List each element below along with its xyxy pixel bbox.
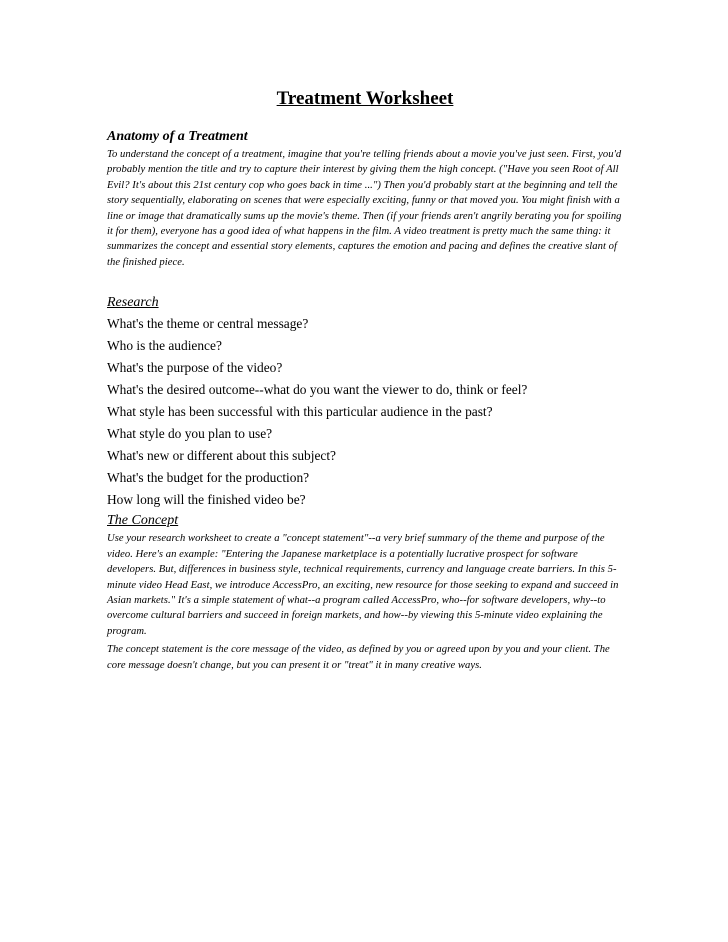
document-title: Treatment Worksheet [276, 88, 454, 109]
concept-heading: The Concept [107, 513, 179, 529]
research-question: How long will the finished video be? [107, 491, 306, 507]
research-section [107, 294, 623, 510]
research-question: Who is the audience? [107, 338, 222, 354]
research-question: What's the purpose of the video? [107, 360, 283, 376]
research-questions-list [107, 313, 623, 510]
concept-section [107, 512, 623, 673]
anatomy-body: To understand the concept of a treatment, imagine that you're telling friends about a movie you've just seen. First, you'd probably mention the title and try to capture their interest by giving them the high concept. ("Have you seen Root of All Evil? It's about this 21st century cop who goes back in time ...") Then you'd probably start at the beginning and tell the story sequentially, elaborating on scenes that were especially exciting, funny or that moved you. You might finish with a line or image that dramatically sums up the movie's theme. Then (if your friends aren't angrily berating you for spoiling it for them), everyone has a good idea of what happens in the film. A video treatment is pretty much the same thing: it summarizes the concept and essential story elements, captures the emotion and pacing and defines the creative slant of the finished piece. [107, 149, 622, 268]
research-question: What's the theme or central message? [107, 316, 309, 332]
anatomy-section [107, 128, 623, 270]
research-question: What's the budget for the production? [107, 469, 310, 485]
research-question: What style has been successful with this particular audience in the past? [107, 403, 493, 419]
research-question: What style do you plan to use? [107, 425, 273, 441]
research-heading: Research [107, 295, 159, 311]
document-page [107, 88, 623, 673]
concept-paragraph-1: Use your research worksheet to create a "concept statement"--a very brief summary of the theme and purpose of the video. Here's an example: "Entering the Japanese marketplace is a potentially lucrative prospect for software developers. But, differences in business style, technical requirements, currency and language create barriers. In this 5-minute video Head East, we introduce AccessPro, an exciting, new resource for those seeking to expand and succeed in Asian markets." It's a simple statement of what--a program called AccessPro, who--for software developers, why--to overcome cultural barriers and succeed in foreign markets, and how--by viewing this 5-minute video explaining the program. [107, 533, 619, 637]
research-question: What's the desired outcome--what do you want the viewer to do, think or feel? [107, 381, 528, 397]
research-question: What's new or different about this subject? [107, 447, 336, 463]
concept-paragraph-2: The concept statement is the core message of the video, as defined by you or agreed upon by you and your client. The core message doesn't change, but you can present it or "treat" it in many creative ways. [107, 644, 610, 671]
anatomy-heading: Anatomy of a Treatment [107, 129, 248, 144]
